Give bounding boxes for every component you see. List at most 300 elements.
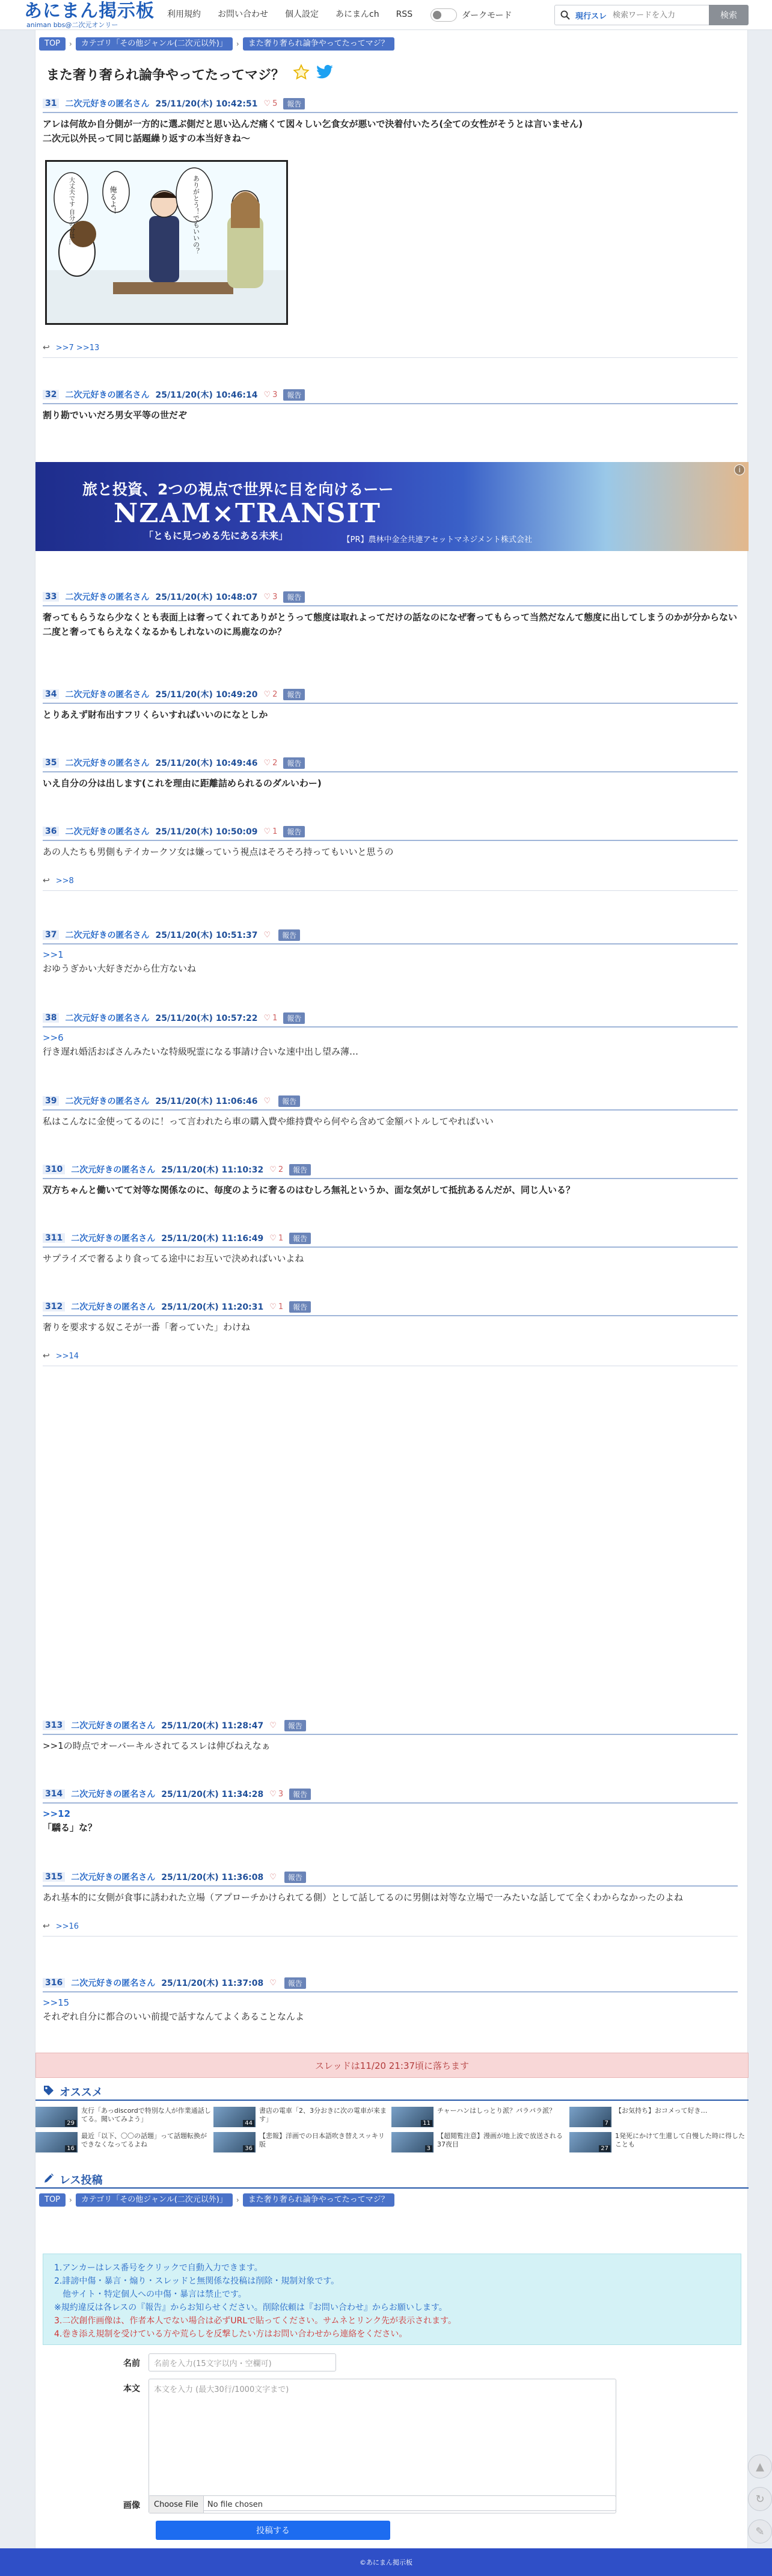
thread-title-row (46, 64, 334, 84)
post (43, 1977, 738, 2024)
post-date: 25/11/20(木) 11:10:32 (161, 1165, 264, 1175)
post-body (43, 1739, 738, 1753)
post-date: 25/11/20(木) 11:36:08 (161, 1873, 264, 1882)
like-button[interactable] (269, 1790, 283, 1799)
post (43, 1719, 738, 1753)
post-body (43, 776, 738, 790)
heart-icon: ♡ (263, 390, 271, 399)
post-line: 奢りを要求する奴こそが一番「奢っていた」わけね (43, 1322, 251, 1333)
recommend-thumbnail (569, 2132, 611, 2152)
recommend-text: 友行「あっdiscordで特別な人が作業通話してる。聞いてみよう」 (81, 2107, 211, 2123)
report-button[interactable]: 報告 (284, 1977, 306, 1989)
recommend-count: 7 (603, 2120, 610, 2127)
post-author: 二次元好きの匿名さん (71, 1790, 156, 1799)
like-button[interactable] (269, 1165, 283, 1174)
report-button[interactable]: 報告 (289, 1164, 311, 1176)
recommend-item[interactable] (391, 2107, 568, 2127)
post-body (43, 707, 738, 722)
twitter-share-icon[interactable] (316, 64, 334, 84)
ad-banner[interactable] (35, 462, 749, 551)
reply-links (43, 1921, 738, 1937)
search-input[interactable] (613, 11, 703, 20)
main-nav (159, 8, 512, 22)
image-label: 画像 (123, 2501, 140, 2510)
recommend-count: 44 (243, 2120, 254, 2127)
post-header (43, 1719, 738, 1735)
like-button[interactable] (263, 931, 272, 940)
scroll-top-icon[interactable]: ▲ (748, 2454, 772, 2479)
post-date: 25/11/20(木) 10:50:09 (155, 827, 258, 837)
report-button[interactable]: 報告 (283, 389, 305, 401)
report-button[interactable]: 報告 (283, 689, 305, 700)
post (43, 929, 738, 976)
like-button[interactable] (263, 593, 277, 602)
dark-mode-control (430, 8, 512, 22)
post-header (43, 1977, 738, 1992)
reply-arrow-icon: ↩ (43, 876, 50, 886)
report-button[interactable]: 報告 (283, 98, 305, 109)
like-count: 2 (272, 758, 278, 768)
post-author: 二次元好きの匿名さん (71, 1234, 156, 1243)
search-button[interactable]: 検索 (709, 5, 749, 25)
post (43, 1871, 738, 1937)
post-number[interactable]: 38 (43, 1013, 59, 1023)
recommend-thumbnail (569, 2107, 611, 2127)
body-label: 本文 (123, 2384, 140, 2394)
search-icon (555, 5, 575, 25)
heart-icon: ♡ (269, 1302, 277, 1311)
posting-rules (43, 2254, 741, 2345)
like-button[interactable] (263, 1014, 277, 1023)
search-scope-select[interactable]: 現行スレ (575, 11, 607, 21)
like-count: 2 (278, 1165, 284, 1174)
heart-icon: ♡ (263, 99, 271, 108)
reply-links (43, 1351, 738, 1366)
like-button[interactable] (263, 690, 277, 699)
post-line: いえ自分の分は出します(これを理由に距離詰められるのダルいわー) (43, 778, 322, 789)
image-file-input[interactable] (149, 2495, 616, 2513)
post-number[interactable]: 311 (43, 1233, 65, 1243)
post-number[interactable]: 315 (43, 1872, 65, 1882)
post-body (43, 948, 738, 976)
manga-speech-3: 大丈夫です 自分の分は… (67, 177, 75, 245)
ad-tagline: 「ともに見つめる先にある未来」 (144, 530, 289, 541)
recommend-item[interactable] (35, 2132, 212, 2152)
post-header (43, 757, 738, 772)
post-line: 「驕る」な？ (43, 1822, 97, 1833)
like-button[interactable] (263, 99, 277, 108)
post-header (43, 1232, 738, 1248)
body-textarea[interactable]: 本文を入力 (最大30行/1000文字まで) (149, 2379, 616, 2511)
like-count: 5 (272, 99, 278, 108)
reply-arrow-icon: ↩ (43, 1351, 50, 1361)
recommend-thumbnail (391, 2107, 433, 2127)
recommend-text: 書店の電車「2、3分おきに次の電車が来ます」 (259, 2107, 387, 2123)
reply-anchor-link[interactable]: >>16 (55, 1921, 79, 1931)
rule-line: 3.二次創作画像は、作者本人でない場合は必ずURLで貼ってください。サムネとリンク先が表示されます。 (54, 2316, 457, 2326)
like-button[interactable] (269, 1302, 283, 1311)
post-date: 25/11/20(木) 11:37:08 (161, 1979, 264, 1988)
name-field[interactable]: 名前を入力(15文字以内・空欄可) (149, 2353, 336, 2371)
post-date: 25/11/20(木) 10:46:14 (155, 390, 258, 400)
post-replies (43, 343, 738, 358)
heart-icon: ♡ (263, 1096, 271, 1106)
post-line: 行き遅れ婚活おばさんみたいな特級呪霊になる事請け合いな速中出し望み薄… (43, 1046, 359, 1057)
post-header (43, 1163, 738, 1179)
post (43, 1163, 738, 1197)
post-body (43, 1114, 738, 1129)
post-author: 二次元好きの匿名さん (65, 1097, 150, 1106)
post-anchor-link[interactable]: >>1 (43, 949, 64, 960)
post-author: 二次元好きの匿名さん (65, 931, 150, 940)
ad-sponsor: 【PR】農林中金全共連アセットマネジメント株式会社 (342, 535, 532, 544)
heart-icon: ♡ (269, 1233, 277, 1243)
heart-icon: ♡ (269, 1872, 277, 1882)
dark-mode-toggle[interactable] (430, 8, 457, 22)
recommend-title: オススメ (60, 2086, 103, 2099)
heart-icon: ♡ (263, 1013, 271, 1023)
like-button[interactable] (269, 1979, 278, 1988)
like-count: 3 (278, 1789, 284, 1799)
breadcrumb-separator: › (236, 40, 239, 48)
recommend-text: 【お気持ち】おコメって好き… (615, 2107, 708, 2115)
post-author: 二次元好きの匿名さん (65, 99, 150, 109)
post-anchor-link[interactable]: >>6 (43, 1032, 64, 1043)
post-body (43, 845, 738, 859)
report-button[interactable]: 報告 (278, 929, 300, 941)
post-number[interactable]: 313 (43, 1721, 65, 1730)
post-body (43, 1996, 738, 2024)
post-line: >>1の時点でオーバーキルされてるスレは伸びねえなぁ (43, 1740, 271, 1751)
breadcrumb-category[interactable]: カテゴリ「その他ジャンル(二次元以外)」 (76, 37, 233, 51)
breadcrumb-category[interactable]: カテゴリ「その他ジャンル(二次元以外)」 (76, 2193, 233, 2207)
nav-animanch[interactable]: あにまんch (335, 10, 379, 19)
post-line: おゆうぎかい大好きだから仕方ないね (43, 963, 197, 974)
nav-rss[interactable]: RSS (396, 10, 413, 19)
file-status: No file chosen (207, 2500, 263, 2509)
post-body (43, 408, 738, 422)
post-line: 割り勘でいいだろ男女平等の世だぞ (43, 410, 188, 421)
recommend-count: 36 (243, 2145, 254, 2152)
post-author: 二次元好きの匿名さん (65, 690, 150, 700)
ad-headline: 旅と投資、2つの視点で世界に目を向けるーー (82, 481, 394, 498)
post-number[interactable]: 314 (43, 1789, 65, 1799)
refresh-icon[interactable]: ↻ (748, 2487, 772, 2511)
post-body (43, 1320, 738, 1334)
post (43, 1788, 738, 1835)
recommend-item[interactable] (569, 2132, 746, 2152)
report-button[interactable]: 報告 (283, 757, 305, 769)
recommend-list (35, 2107, 749, 2152)
breadcrumb-thread[interactable]: また奢り奢られ論争やってたってマジ？ (243, 37, 394, 51)
post-author: 二次元好きの匿名さん (65, 390, 150, 400)
floating-tools (748, 2454, 772, 2552)
post-author: 二次元好きの匿名さん (71, 1979, 156, 1988)
post-date: 25/11/20(木) 10:49:46 (155, 759, 258, 768)
post-author: 二次元好きの匿名さん (71, 1165, 156, 1175)
report-button[interactable]: 報告 (284, 1720, 306, 1731)
manga-speech-2: ありがとう！でもいいの？ (192, 175, 200, 254)
post-anchor-link[interactable]: >>12 (43, 1808, 71, 1819)
like-count: 3 (272, 592, 278, 602)
post-date: 25/11/20(木) 11:20:31 (161, 1302, 264, 1312)
post-number[interactable]: 312 (43, 1302, 65, 1311)
post-header (43, 825, 738, 841)
breadcrumb-separator: › (69, 40, 72, 48)
reply-anchor-link[interactable]: >>7 >>13 (55, 343, 100, 353)
recommend-text: 【悲報】洋画での日本語吹き替えスッキリ版 (259, 2132, 385, 2148)
post-number[interactable]: 36 (43, 827, 59, 836)
post-header (43, 97, 738, 113)
like-count: 1 (278, 1302, 284, 1311)
report-button[interactable]: 報告 (278, 1095, 300, 1107)
manga-speech-1: 俺るよ！ (109, 186, 117, 215)
post (43, 1232, 738, 1266)
recommend-item[interactable] (569, 2107, 746, 2127)
post-number[interactable]: 316 (43, 1978, 65, 1988)
favorite-star-icon[interactable] (293, 64, 310, 84)
post-header (43, 688, 738, 704)
rule-line: ※規約違反は各レスの『報告』からお知らせください。削除依頼は『お問い合わせ』からお願いします。 (54, 2303, 447, 2313)
dark-mode-label: ダークモード (462, 11, 512, 20)
post-number[interactable]: 39 (43, 1096, 59, 1106)
thread-closing-notice: スレッドは11/20 21:37頃に落ちます (35, 2053, 749, 2078)
post-date: 25/11/20(木) 10:57:22 (155, 1014, 258, 1023)
heart-icon: ♡ (263, 689, 271, 699)
post-number[interactable]: 31 (43, 99, 59, 108)
like-button[interactable] (269, 1721, 278, 1730)
post (43, 1012, 738, 1059)
post-body (43, 1183, 738, 1197)
heart-icon: ♡ (269, 1789, 277, 1799)
breadcrumb-separator: › (69, 2196, 72, 2204)
nav-contact[interactable]: お問い合わせ (218, 10, 268, 19)
recommend-thumbnail (35, 2107, 78, 2127)
post-line: とりあえず財布出すフリくらいすればいいのになとしか (43, 709, 268, 720)
post-body (43, 1807, 738, 1835)
post-author: 二次元好きの匿名さん (71, 1302, 156, 1312)
recommend-text: 最近「以下、〇〇の話題」って話題転換ができなくなってるよね (81, 2132, 207, 2148)
post-number[interactable]: 34 (43, 689, 59, 699)
post (43, 389, 738, 422)
report-button[interactable]: 報告 (283, 1012, 305, 1024)
post-header (43, 1871, 738, 1887)
post-line: 双方ちゃんと働いてて対等な関係なのに、毎度のように奢るのはむしろ無礼というか、面な気がして抵抗あるんだが、同じ人いる？ (43, 1185, 575, 1195)
report-button[interactable]: 報告 (289, 1789, 311, 1800)
post (43, 1301, 738, 1366)
post-author: 二次元好きの匿名さん (65, 1014, 150, 1023)
reply-heading (43, 2172, 102, 2187)
recommend-text: チャーハンはしっとり派？パラパラ派？ (437, 2107, 556, 2115)
like-count: 1 (278, 1233, 284, 1243)
ad-info-icon[interactable]: i (734, 464, 745, 475)
ad-title: NZAM×TRANSIT (114, 498, 381, 529)
site-header (0, 0, 772, 30)
name-label: 名前 (123, 2359, 140, 2368)
post-line: あの人たちも男側もテイカークソ女は嫌っていう視点はそろそろ持ってもいいと思うの (43, 846, 394, 857)
post-date: 25/11/20(木) 11:06:46 (155, 1097, 258, 1106)
post-body (43, 1890, 738, 1905)
like-button[interactable] (263, 827, 277, 836)
search-box (554, 5, 748, 25)
logo-title: あにまん掲示板 (24, 1, 155, 22)
recommend-text: 1発死にかけて生還して自慢した時に得したことも (615, 2132, 745, 2148)
post-number[interactable]: 37 (43, 930, 59, 940)
write-icon[interactable]: ✎ (748, 2519, 772, 2544)
like-count: 1 (272, 827, 278, 836)
post-body (43, 1251, 738, 1266)
page-title: また奢り奢られ論争やってたってマジ？ (46, 67, 285, 83)
recommend-count: 29 (65, 2120, 76, 2127)
report-button[interactable]: 報告 (284, 1872, 306, 1883)
rule-line: 1.アンカーはレス番号をクリックで自動入力できます。 (54, 2263, 263, 2273)
rule-line: 2.誹謗中傷・暴言・煽り・スレッドと無関係な投稿は削除・規制対象です。 (54, 2276, 340, 2286)
like-count: 2 (272, 689, 278, 699)
post (43, 1095, 738, 1129)
post-author: 二次元好きの匿名さん (71, 1721, 156, 1731)
breadcrumb-top[interactable]: TOP (39, 2193, 66, 2207)
reply-title: レス投稿 (60, 2174, 103, 2187)
recommend-thumbnail (213, 2107, 256, 2127)
breadcrumb-separator: › (236, 2196, 239, 2204)
recommend-heading (43, 2084, 103, 2100)
post-header (43, 389, 738, 404)
heart-icon: ♡ (263, 592, 271, 602)
like-button[interactable] (263, 390, 277, 399)
post-author: 二次元好きの匿名さん (65, 759, 150, 768)
report-button[interactable]: 報告 (283, 826, 305, 837)
post-body (43, 1031, 738, 1059)
reply-anchor-link[interactable]: >>14 (55, 1351, 79, 1361)
reply-arrow-icon: ↩ (43, 343, 50, 353)
breadcrumb-thread[interactable]: また奢り奢られ論争やってたってマジ？ (243, 2193, 394, 2207)
name-row (35, 2353, 336, 2371)
heart-icon: ♡ (263, 758, 271, 768)
nav-settings[interactable]: 個人設定 (285, 10, 319, 19)
section-divider (35, 2187, 749, 2189)
section-divider (35, 2100, 749, 2101)
heart-icon: ♡ (269, 1721, 277, 1730)
image-row (35, 2495, 616, 2513)
report-button[interactable]: 報告 (289, 1301, 311, 1313)
heart-icon: ♡ (269, 1165, 277, 1174)
post-line: サプライズで奢るより食ってる途中にお互いで決めればいいよね (43, 1253, 304, 1264)
recommend-thumbnail (391, 2132, 433, 2152)
breadcrumb (39, 37, 394, 51)
post-date: 25/11/20(木) 11:28:47 (161, 1721, 264, 1731)
recommend-item[interactable] (35, 2107, 212, 2127)
choose-file-button[interactable]: Choose File (149, 2496, 204, 2513)
recommend-count: 16 (65, 2145, 76, 2152)
breadcrumb-bottom (39, 2193, 394, 2207)
post-line: 二度と奢ってもらえなくなるかもしれないのに馬鹿なのか？ (43, 626, 287, 637)
thread-container (35, 30, 748, 2548)
pencil-icon (43, 2172, 55, 2187)
post-line: アレは何故か自分側が一方的に選ぶ側だと思い込んだ痛くて図々しい乞食女が悪いで決着付いたろ(全ての女性がそうとは言いません) (43, 119, 583, 129)
post-number[interactable]: 310 (43, 1165, 65, 1174)
reply-arrow-icon: ↩ (43, 1921, 50, 1931)
post-header (43, 591, 738, 606)
breadcrumb-top[interactable]: TOP (39, 37, 66, 51)
heart-icon: ♡ (263, 930, 271, 940)
post-header (43, 1012, 738, 1028)
recommend-count: 11 (421, 2120, 432, 2127)
recommend-item[interactable] (213, 2107, 390, 2127)
post-header (43, 1788, 738, 1804)
post-author: 二次元好きの匿名さん (65, 827, 150, 837)
post-line: それぞれ自分に都合のいい前提で話すなんてよくあることなんよ (43, 2011, 305, 2022)
recommend-item[interactable] (391, 2132, 568, 2152)
submit-button[interactable]: 投稿する (156, 2521, 390, 2540)
recommend-count: 27 (599, 2145, 610, 2152)
post-date: 25/11/20(木) 10:49:20 (155, 690, 258, 700)
post-author: 二次元好きの匿名さん (65, 593, 150, 602)
post-header (43, 929, 738, 944)
post-number[interactable]: 33 (43, 592, 59, 602)
site-footer: ©あにまん掲示板 (0, 2548, 772, 2576)
post (43, 97, 738, 146)
report-button[interactable]: 報告 (289, 1233, 311, 1244)
like-button[interactable] (263, 1097, 272, 1106)
recommend-thumbnail (213, 2132, 256, 2152)
post-number[interactable]: 35 (43, 758, 59, 768)
post (43, 688, 738, 722)
rule-line: 4.巻き添え規制を受けている方や荒らしを反撃したい方はお問い合わせから連絡をください。 (54, 2329, 408, 2339)
like-count: 3 (272, 390, 278, 399)
site-logo[interactable] (24, 1, 155, 29)
post-line: 奢ってもらうなら少なくとも表面上は奢ってくれてありがとうって態度は取れよってだけの話なのになぜ奢ってもらって当然だなんて態度に出してしまうのかが分からない (43, 612, 738, 623)
post (43, 757, 738, 790)
post-date: 25/11/20(木) 11:34:28 (161, 1790, 264, 1799)
post-line: あれ基本的に女側が食事に誘われた立場（アプローチかけられてる側）として話してるのに男側は対等な立場で一みたいな話してて全くわからなかったのよね (43, 1892, 684, 1903)
recommend-item[interactable] (213, 2132, 390, 2152)
logo-subtitle: animan bbs@二次元オンリー (26, 21, 118, 29)
body-row (35, 2379, 616, 2511)
post-line: 二次元以外民って同じ話題繰り返すの本当好きね〜 (43, 133, 251, 144)
post (43, 591, 738, 639)
post (43, 825, 738, 891)
heart-icon: ♡ (269, 1978, 277, 1988)
post-date: 25/11/20(木) 11:16:49 (161, 1234, 264, 1243)
post-header (43, 1095, 738, 1111)
reply-links (43, 343, 738, 358)
manga-image[interactable] (45, 160, 288, 325)
recommend-count: 3 (425, 2145, 432, 2152)
reply-anchor-link[interactable]: >>8 (55, 876, 74, 886)
heart-icon: ♡ (263, 827, 271, 836)
rule-line: 他サイト・特定個人への中傷・暴言は禁止です。 (54, 2290, 247, 2299)
post-body (43, 610, 738, 639)
like-button[interactable] (263, 759, 277, 768)
like-button[interactable] (269, 1234, 283, 1243)
post-number[interactable]: 32 (43, 390, 59, 399)
report-button[interactable]: 報告 (283, 591, 305, 603)
post-line: 私はこんなに金使ってるのに！って言われたら車の購入費や維持費やら何やら含めて金額バトルしてやればいい (43, 1116, 494, 1127)
like-button[interactable] (269, 1873, 278, 1882)
post-date: 25/11/20(木) 10:42:51 (155, 99, 258, 109)
like-count: 1 (272, 1013, 278, 1023)
reply-links (43, 876, 738, 891)
nav-terms[interactable]: 利用規約 (167, 10, 201, 19)
post-body (43, 117, 738, 146)
post-author: 二次元好きの匿名さん (71, 1873, 156, 1882)
post-date: 25/11/20(木) 10:48:07 (155, 593, 258, 602)
recommend-thumbnail (35, 2132, 78, 2152)
post-date: 25/11/20(木) 10:51:37 (155, 931, 258, 940)
tag-icon (43, 2085, 55, 2100)
post-header (43, 1301, 738, 1316)
post-anchor-link[interactable]: >>15 (43, 1997, 70, 2008)
